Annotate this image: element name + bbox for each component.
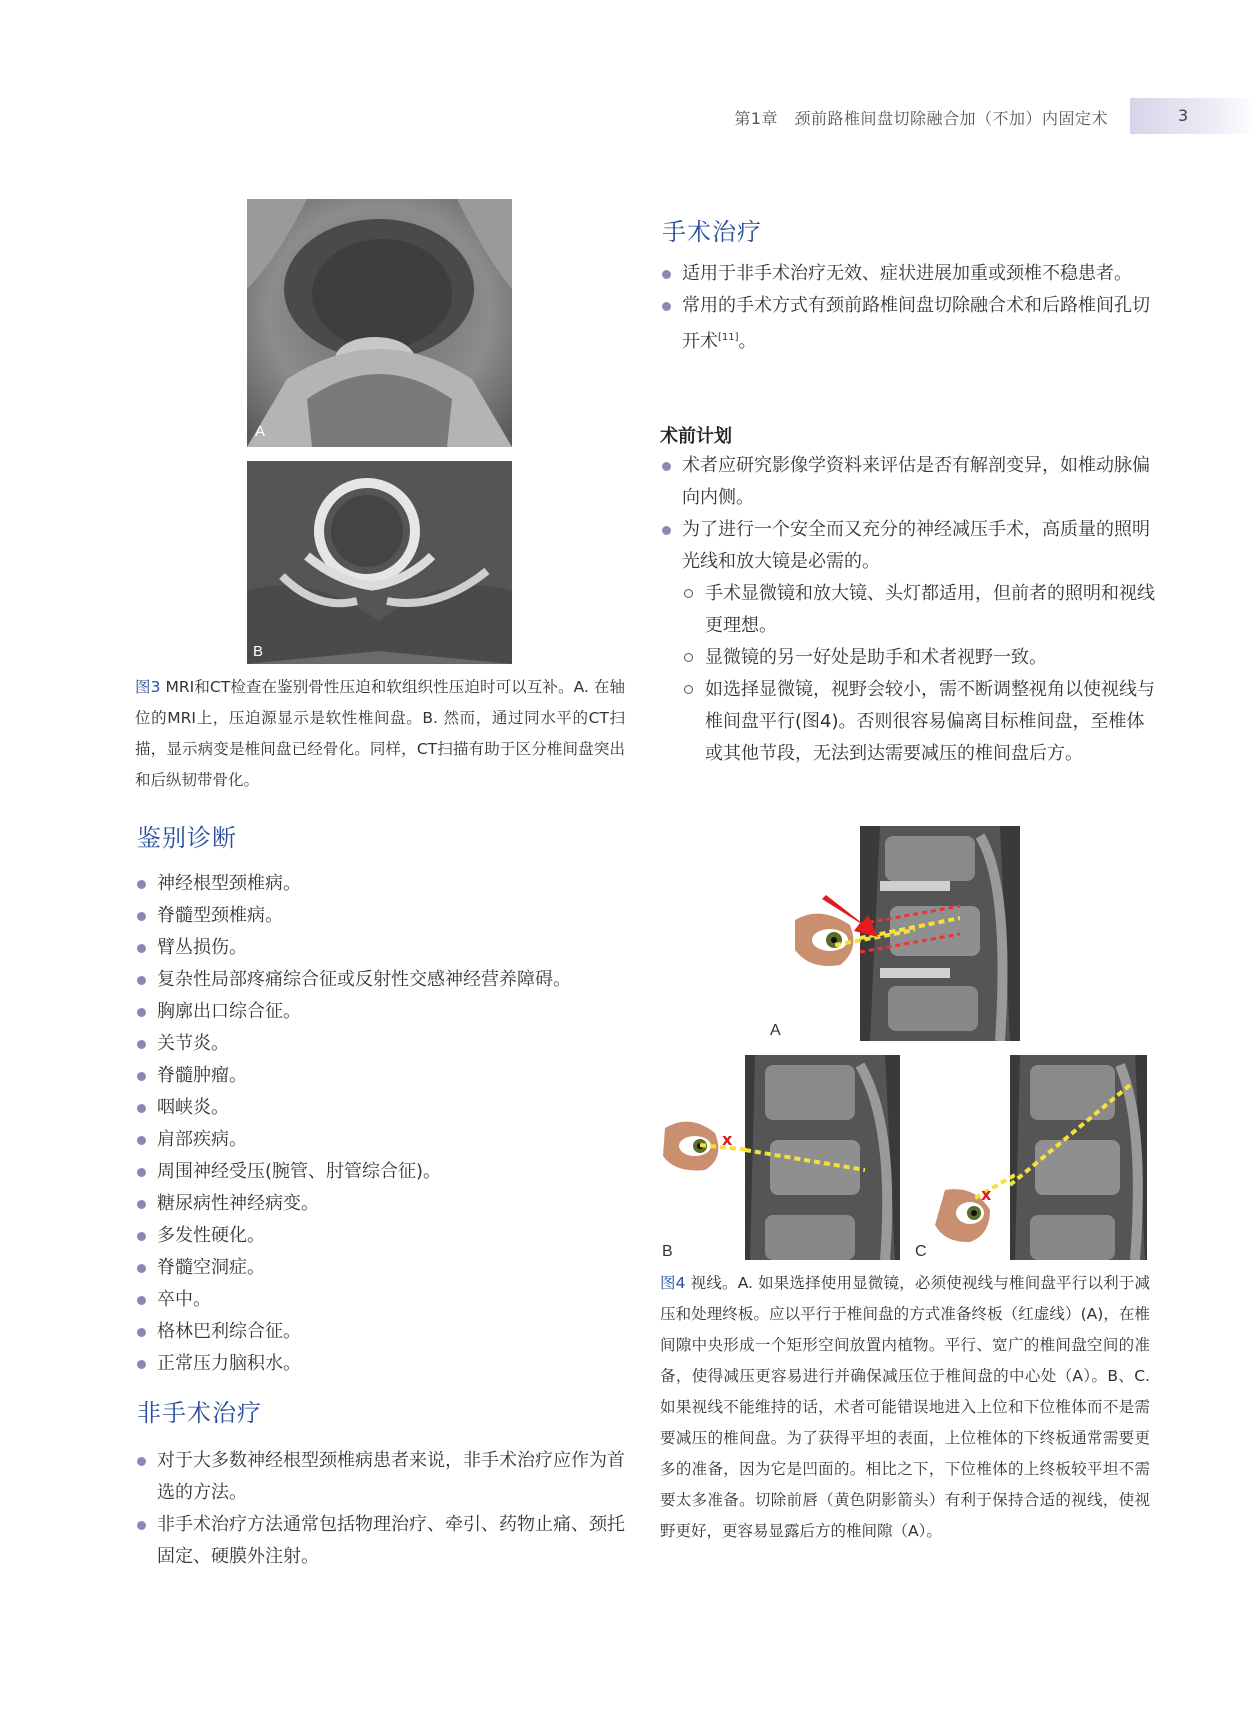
sub-list-item: 如选择显微镜，视野会较小，需不断调整视角以使视线与椎间盘平行(图4)。否则很容易偏离目标椎间盘，至椎体或其他节段，无法到达需要减压的椎间盘后方。	[660, 674, 1155, 770]
page-number-tab	[1130, 98, 1258, 134]
list-item	[660, 290, 1155, 358]
differential-heading: 鉴别诊断	[137, 824, 237, 852]
preop-list	[660, 450, 1155, 770]
chapter-title: 第1章 颈前路椎间盘切除融合加（不加）内固定术	[734, 109, 1108, 128]
figure3-mri-image	[247, 199, 512, 447]
list-item: 多发性硬化。	[135, 1220, 635, 1252]
list-item: 脊髓肿瘤。	[135, 1060, 635, 1092]
list-item: 对于大多数神经根型颈椎病患者来说，非手术治疗应作为首选的方法。	[135, 1445, 630, 1509]
surgical-heading: 手术治疗	[662, 218, 762, 246]
list-item: 适用于非手术治疗无效、症状进展加重或颈椎不稳患者。	[660, 258, 1155, 290]
figure4-caption-text: 视线。A. 如果选择使用显微镜，必须使视线与椎间盘平行以利于减压和处理终板。应以平行于椎间盘的方式准备终板（红虚线）(A)，在椎间隙中央形成一个矩形空间放置内植物。平行、宽广的椎间盘空间的准备，使得减压更容易进行并确保减压位于椎间盘的中心处（A）。B、C. 如果视线不能维持的话，术者可能错误地进入上位和下位椎体而不是需要减压的椎间盘。为了获得平坦的表面，上位椎体的下终板通常需要更多的准备，因为它是凹面的。相比之下，下位椎体的上终板较平坦不需要太多准备。切除前唇（黄色阴影箭头）有利于保持合适的视线，使视野更好，更容易显露后方的椎间隙（A）。	[660, 1274, 1150, 1540]
figure3-ct-image	[247, 461, 512, 664]
red-arrow-icon	[820, 895, 880, 940]
figure4-panel-a-label: A	[770, 1022, 781, 1039]
list-item: 周围神经受压(腕管、肘管综合征)。	[135, 1156, 635, 1188]
figure4-mark-x-c: x	[981, 1185, 992, 1204]
figure3-panel-b-label: B	[253, 643, 264, 660]
citation-ref: [11]	[718, 332, 739, 343]
list-item: 糖尿病性神经病变。	[135, 1188, 635, 1220]
list-item: 脊髓空洞症。	[135, 1252, 635, 1284]
differential-list	[135, 868, 635, 1380]
list-item: 术者应研究影像学资料来评估是否有解剖变异，如椎动脉偏向内侧。	[660, 450, 1155, 514]
list-item: 臂丛损伤。	[135, 932, 635, 964]
list-item: 关节炎。	[135, 1028, 635, 1060]
list-item: 脊髓型颈椎病。	[135, 900, 635, 932]
list-item-end: 。	[738, 331, 757, 352]
list-item: 咽峡炎。	[135, 1092, 635, 1124]
list-item: 格林巴利综合征。	[135, 1316, 635, 1348]
list-item: 肩部疾病。	[135, 1124, 635, 1156]
nonsurgical-heading: 非手术治疗	[137, 1399, 262, 1427]
figure4-caption-label: 图4	[660, 1274, 686, 1292]
page-number: 3	[1178, 106, 1189, 125]
figure4-caption	[660, 1268, 1150, 1547]
sub-list-item: 手术显微镜和放大镜、头灯都适用，但前者的照明和视线更理想。	[660, 578, 1155, 642]
figure4-panel-b-xray	[745, 1055, 900, 1260]
sub-list-item: 显微镜的另一好处是助手和术者视野一致。	[660, 642, 1155, 674]
list-item: 神经根型颈椎病。	[135, 868, 635, 900]
list-item: 为了进行一个安全而又充分的神经减压手术，高质量的照明光线和放大镜是必需的。	[660, 514, 1155, 578]
list-item: 胸廓出口综合征。	[135, 996, 635, 1028]
surgical-list	[660, 258, 1155, 358]
list-item: 非手术治疗方法通常包括物理治疗、牵引、药物止痛、颈托固定、硬膜外注射。	[135, 1509, 630, 1573]
figure4-panel-c-label: C	[915, 1243, 927, 1260]
figure3-panel-a-label: A	[255, 423, 266, 440]
list-item: 复杂性局部疼痛综合征或反射性交感神经营养障碍。	[135, 964, 635, 996]
list-item: 卒中。	[135, 1284, 635, 1316]
figure3-caption-text: MRI和CT检查在鉴别骨性压迫和软组织性压迫时可以互补。A. 在轴位的MRI上，压迫源显示是软性椎间盘。B. 然而，通过同水平的CT扫描，显示病变是椎间盘已经骨化。同样，CT扫描有助于区分椎间盘突出和后纵韧带骨化。	[135, 678, 625, 789]
figure4-panel-c-xray	[1010, 1055, 1147, 1260]
figure4-panel-b-label: B	[662, 1243, 673, 1260]
figure4-mark-x-b: x	[722, 1130, 733, 1149]
running-header	[0, 98, 1258, 138]
list-item: 正常压力脑积水。	[135, 1348, 635, 1380]
list-item-text: 常用的手术方式有颈前路椎间盘切除融合术和后路椎间孔切开术	[682, 295, 1150, 352]
figure3-caption	[135, 672, 625, 796]
figure3-caption-label: 图3	[135, 678, 161, 696]
preop-heading: 术前计划	[660, 426, 732, 447]
nonsurgical-list	[135, 1445, 630, 1573]
